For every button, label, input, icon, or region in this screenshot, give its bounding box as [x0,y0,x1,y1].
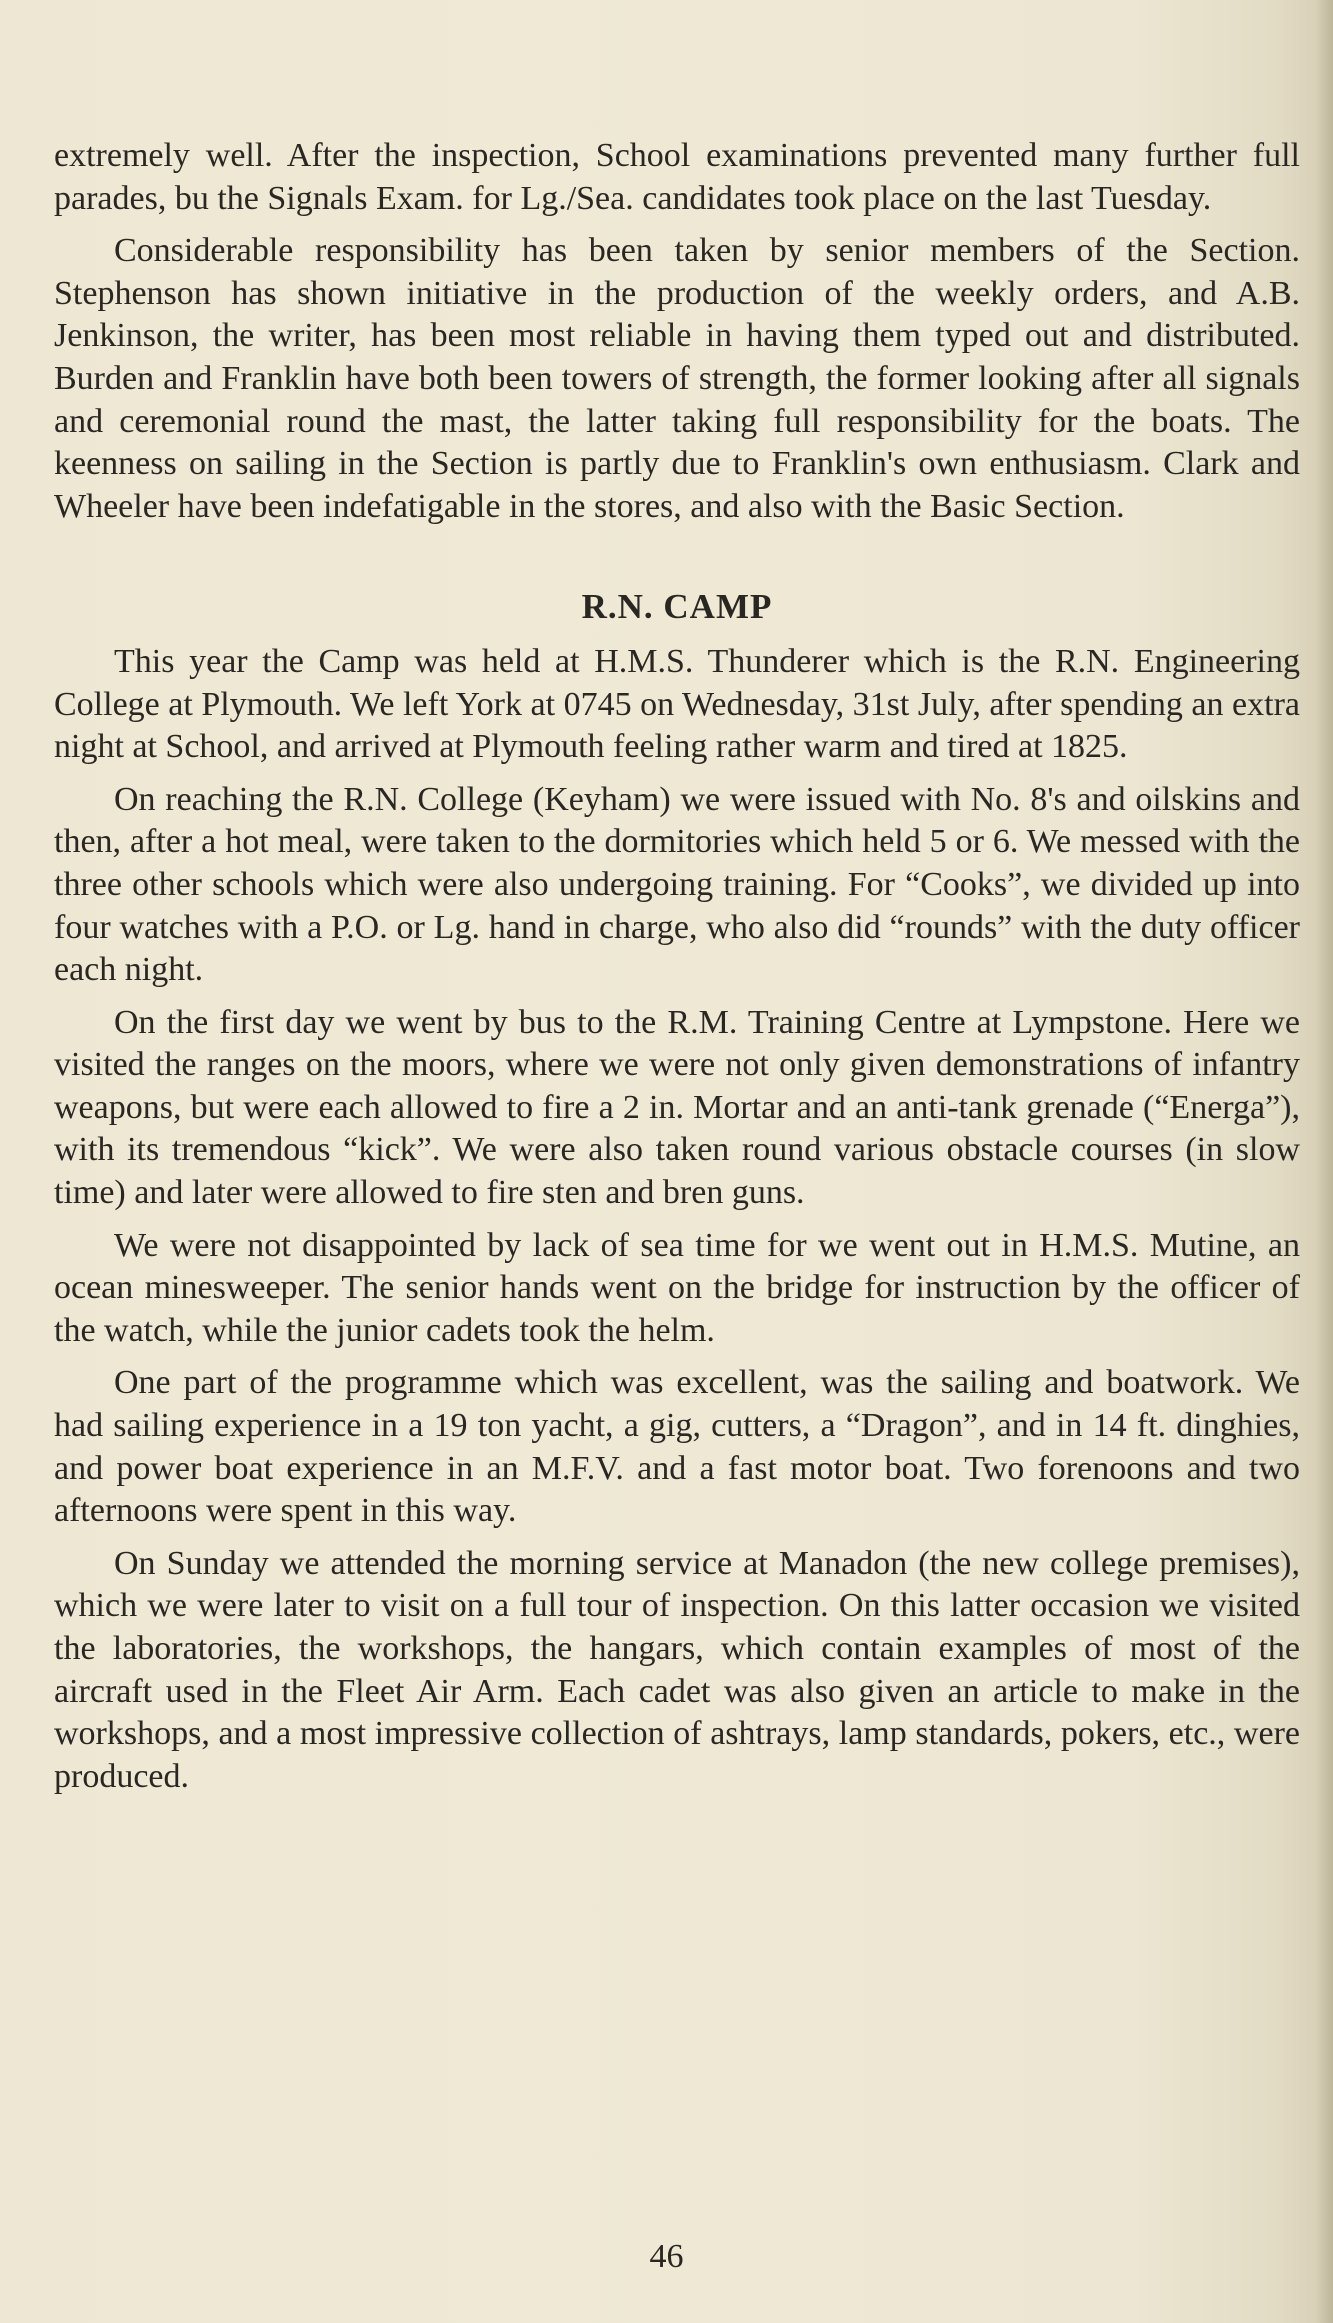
paragraph-first-day: On the first day we went by bus to the R.M. Training Centre at Lympstone. Here we visited the ranges on the moors, where we were not only given demonstrations of infantry weapons, but were each allowed to fire a 2 in. Mortar and an anti-tank grenade (“Energa”), with its tremendous “kick”. We were also taken round various obstacle courses (in slow time) and later were allowed to fire sten and bren guns. [54,1003,1300,1212]
paragraph-arrival: On reaching the R.N. College (Keyham) we were issued with No. 8's and oilskins and then, after a hot meal, were taken to the dormitories which held 5 or 6. We messed with the three other schools which were also undergoing training. For “Cooks”, we divided up into four watches with a P.O. or Lg. hand in charge, who also did “rounds” with the duty officer each night. [54,780,1300,989]
page-edge-shadow [1315,0,1333,2323]
paragraph-boatwork: One part of the programme which was excellent, was the sailing and boatwork. We had sailing experience in a 19 ton yacht, a gig, cutters, a “Dragon”, and in 14 ft. dinghies, and power boat experience in an M.F.V. and a fast motor boat. Two forenoons and two afternoons were spent in this way. [54,1364,1300,1530]
body-text [54,135,1300,1808]
page-number: 46 [649,2238,684,2275]
section-heading: R.N. CAMP [581,587,773,627]
paragraph-continuation: extremely well. After the inspection, School examinations prevented many further full parades, bu the Signals Exam. for Lg./Sea. candidates took place on the last Tuesday. [54,137,1300,217]
paragraph-sunday: On Sunday we attended the morning service at Manadon (the new college premises), which we were later to visit on a full tour of inspection. On this latter occasion we visited the laboratories, the workshops, the hangars, which contain examples of most of the aircraft used in the Fleet Air Arm. Each cadet was also given an article to make in the workshops, and a most impressive collection of ashtrays, lamp standards, pokers, etc., were produced. [54,1544,1300,1795]
paragraph-sea-time: We were not disappointed by lack of sea time for we went out in H.M.S. Mutine, an ocean minesweeper. The senior hands went on the bridge for instruction by the officer of the watch, while the junior cadets took the helm. [54,1226,1300,1349]
paragraph-responsibility: Considerable responsibility has been taken by senior members of the Section. Stephenson has shown initiative in the production of the weekly orders, and A.B. Jenkinson, the writer, has been most reliable in having them typed out and distributed. Burden and Franklin have both been towers of strength, the former looking after all signals and ceremonial round the mast, the latter taking full responsibility for the boats. The keenness on sailing in the Section is partly due to Franklin's own enthusiasm. Clark and Wheeler have been indefatigable in the stores, and also with the Basic Section. [54,232,1300,525]
paragraph-camp-location: This year the Camp was held at H.M.S. Thunderer which is the R.N. Engineering College at Plymouth. We left York at 0745 on Wednesday, 31st July, after spending an extra night at School, and arrived at Plymouth feeling rather warm and tired at 1825. [54,642,1300,766]
